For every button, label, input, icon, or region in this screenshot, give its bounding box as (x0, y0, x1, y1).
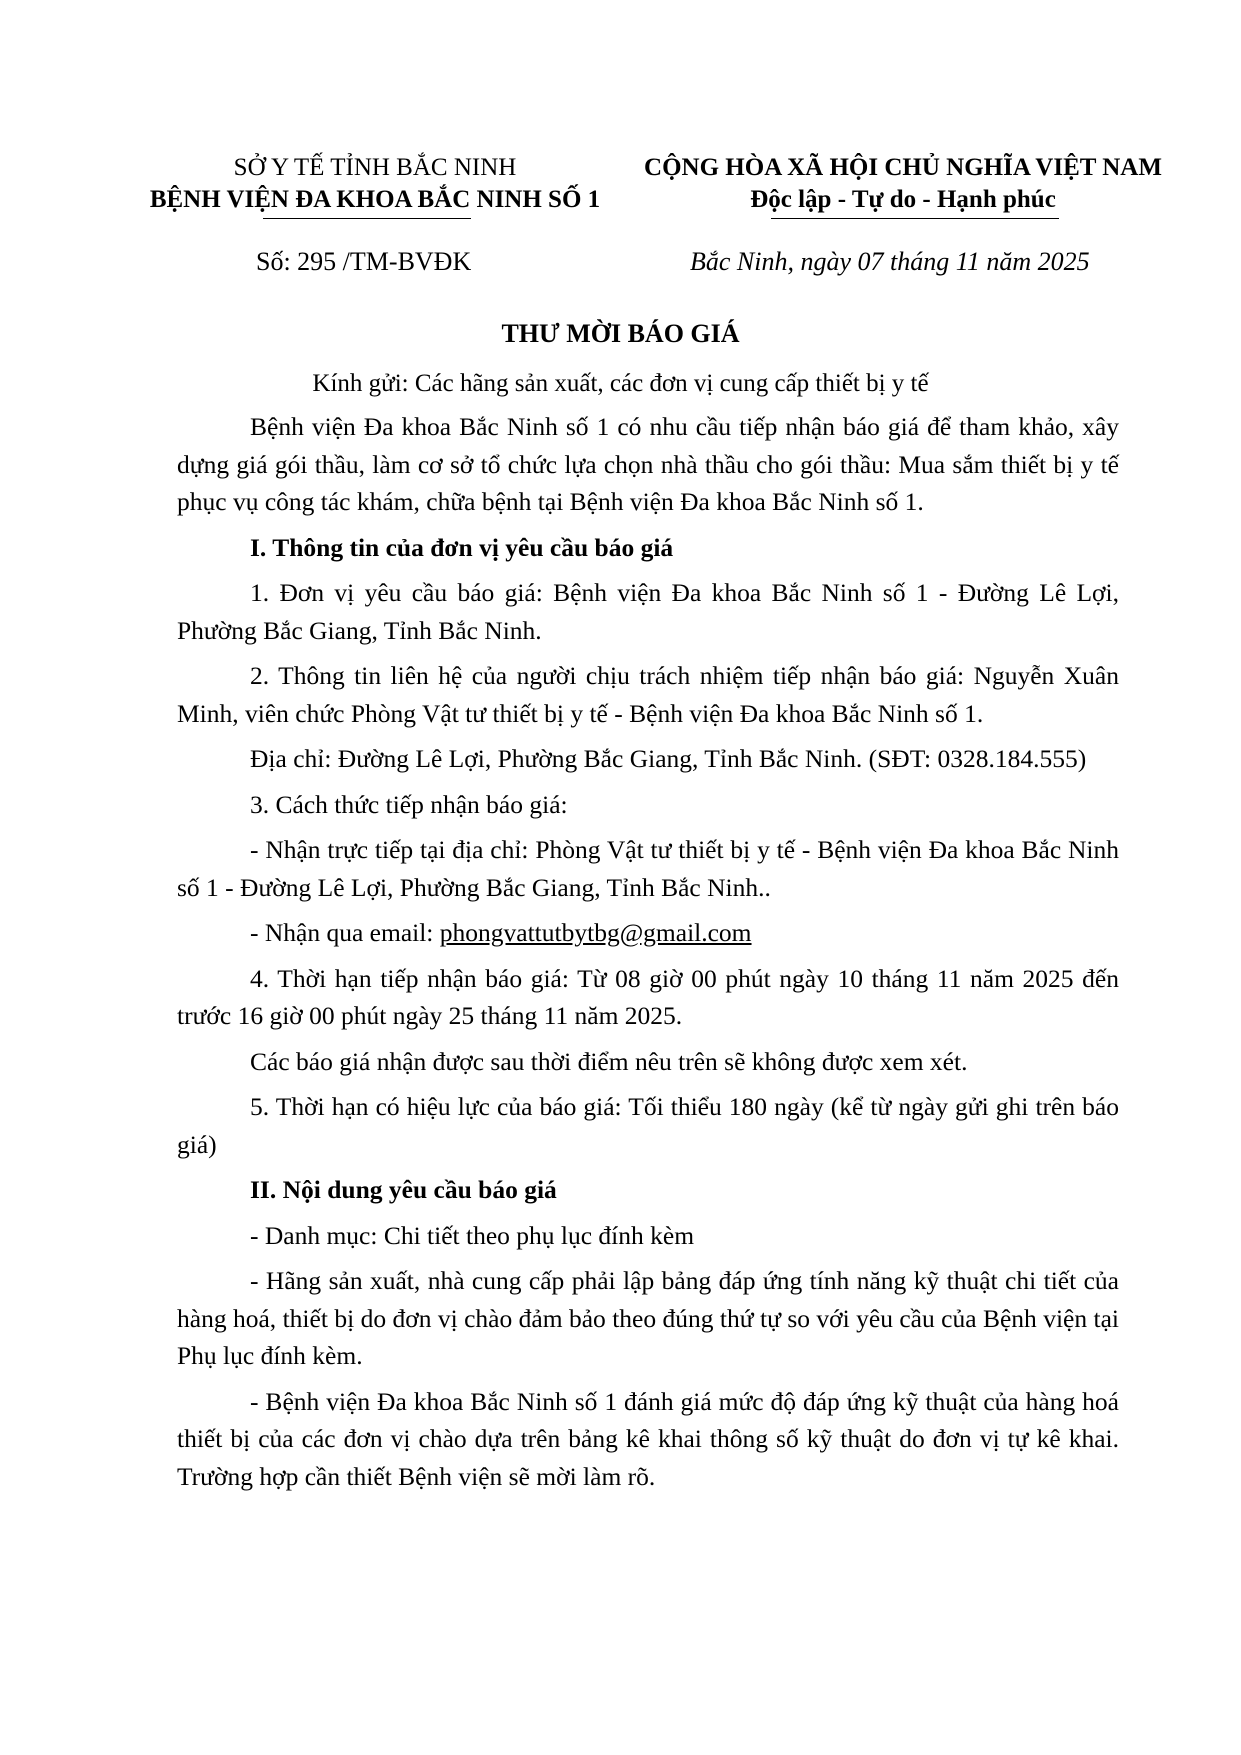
section-1-item-3: 3. Cách thức tiếp nhận báo giá: (250, 789, 568, 819)
section-1-item-3b (177, 914, 1119, 952)
document-body (177, 408, 1119, 1503)
section-2-line-2: - Hãng sản xuất, nhà cung cấp phải lập bảng đáp ứng tính năng kỹ thuật chi tiết của hàng hoá, thiết bị do đơn vị chào đảm bảo theo đúng thứ tự so với yêu cầu của Bệnh viện tại Phụ lục đính kèm. (177, 1266, 1119, 1370)
section-1-note: Các báo giá nhận được sau thời điểm nêu trên sẽ không được xem xét. (250, 1046, 968, 1076)
recipient-line: Kính gửi: Các hãng sản xuất, các đơn vị cung cấp thiết bị y tế (312, 370, 929, 397)
document-date: Bắc Ninh, ngày 07 tháng 11 năm 2025 (690, 247, 1090, 276)
email-label: - Nhận qua email: (250, 918, 440, 947)
section-1-item-1: 1. Đơn vị yêu cầu báo giá: Bệnh viện Đa khoa Bắc Ninh số 1 - Đường Lê Lợi, Phường Bắc Giang, Tỉnh Bắc Ninh. (177, 578, 1119, 645)
motto-underline (771, 218, 1059, 219)
issuer-underline (263, 218, 471, 219)
intro-paragraph: Bệnh viện Đa khoa Bắc Ninh số 1 có nhu cầu tiếp nhận báo giá để tham khảo, xây dựng giá gói thầu, làm cơ sở tổ chức lựa chọn nhà thầu cho gói thầu: Mua sắm thiết bị y tế phục vụ công tác khám, chữa bệnh tại Bệnh viện Đa khoa Bắc Ninh số 1. (177, 412, 1119, 516)
document-title: THƯ MỜI BÁO GIÁ (501, 319, 740, 348)
national-name: CỘNG HÒA XÃ HỘI CHỦ NGHĨA VIỆT NAM (644, 154, 1162, 181)
section-2-line-3: - Bệnh viện Đa khoa Bắc Ninh số 1 đánh giá mức độ đáp ứng kỹ thuật của hàng hoá thiết bị của các đơn vị chào dựa trên bảng kê khai thông số kỹ thuật do đơn vị tự kê khai. Trường hợp cần thiết Bệnh viện sẽ mời làm rõ. (177, 1386, 1119, 1491)
section-1-item-2: 2. Thông tin liên hệ của người chịu trách nhiệm tiếp nhận báo giá: Nguyễn Xuân Minh, viên chức Phòng Vật tư thiết bị y tế - Bệnh viện Đa khoa Bắc Ninh số 1. (177, 661, 1119, 728)
national-motto: Độc lập - Tự do - Hạnh phúc (750, 186, 1056, 213)
section-1-item-4: 4. Thời hạn tiếp nhận báo giá: Từ 08 giờ 00 phút ngày 10 tháng 11 năm 2025 đến trước 16 giờ 00 phút ngày 25 tháng 11 năm 2025. (177, 963, 1119, 1030)
section-2-line-1: - Danh mục: Chi tiết theo phụ lục đính kèm (250, 1220, 695, 1250)
issuer-block (130, 152, 620, 216)
issuer-name: BỆNH VIỆN ĐA KHOA BẮC NINH SỐ 1 (149, 186, 601, 213)
section-1-item-5: 5. Thời hạn có hiệu lực của báo giá: Tối thiểu 180 ngày (kể từ ngày gửi ghi trên báo giá) (177, 1092, 1119, 1159)
document-number: Số: 295 /TM-BVĐK (256, 247, 472, 276)
section-1-item-3a: - Nhận trực tiếp tại địa chỉ: Phòng Vật tư thiết bị y tế - Bệnh viện Đa khoa Bắc Ninh số 1 - Đường Lê Lợi, Phường Bắc Giang, Tỉnh Bắc Ninh.. (177, 835, 1119, 902)
section-1-address: Địa chỉ: Đường Lê Lợi, Phường Bắc Giang, Tỉnh Bắc Ninh. (SĐT: 0328.184.555) (250, 744, 1087, 773)
section-1-heading: I. Thông tin của đơn vị yêu cầu báo giá (250, 532, 674, 562)
national-motto-block (628, 152, 1178, 216)
email-link[interactable]: phongvattutbytbg@gmail.com (439, 918, 752, 947)
issuer-parent-agency: SỞ Y TẾ TỈNH BẮC NINH (233, 154, 517, 181)
section-2-heading: II. Nội dung yêu cầu báo giá (250, 1175, 557, 1204)
